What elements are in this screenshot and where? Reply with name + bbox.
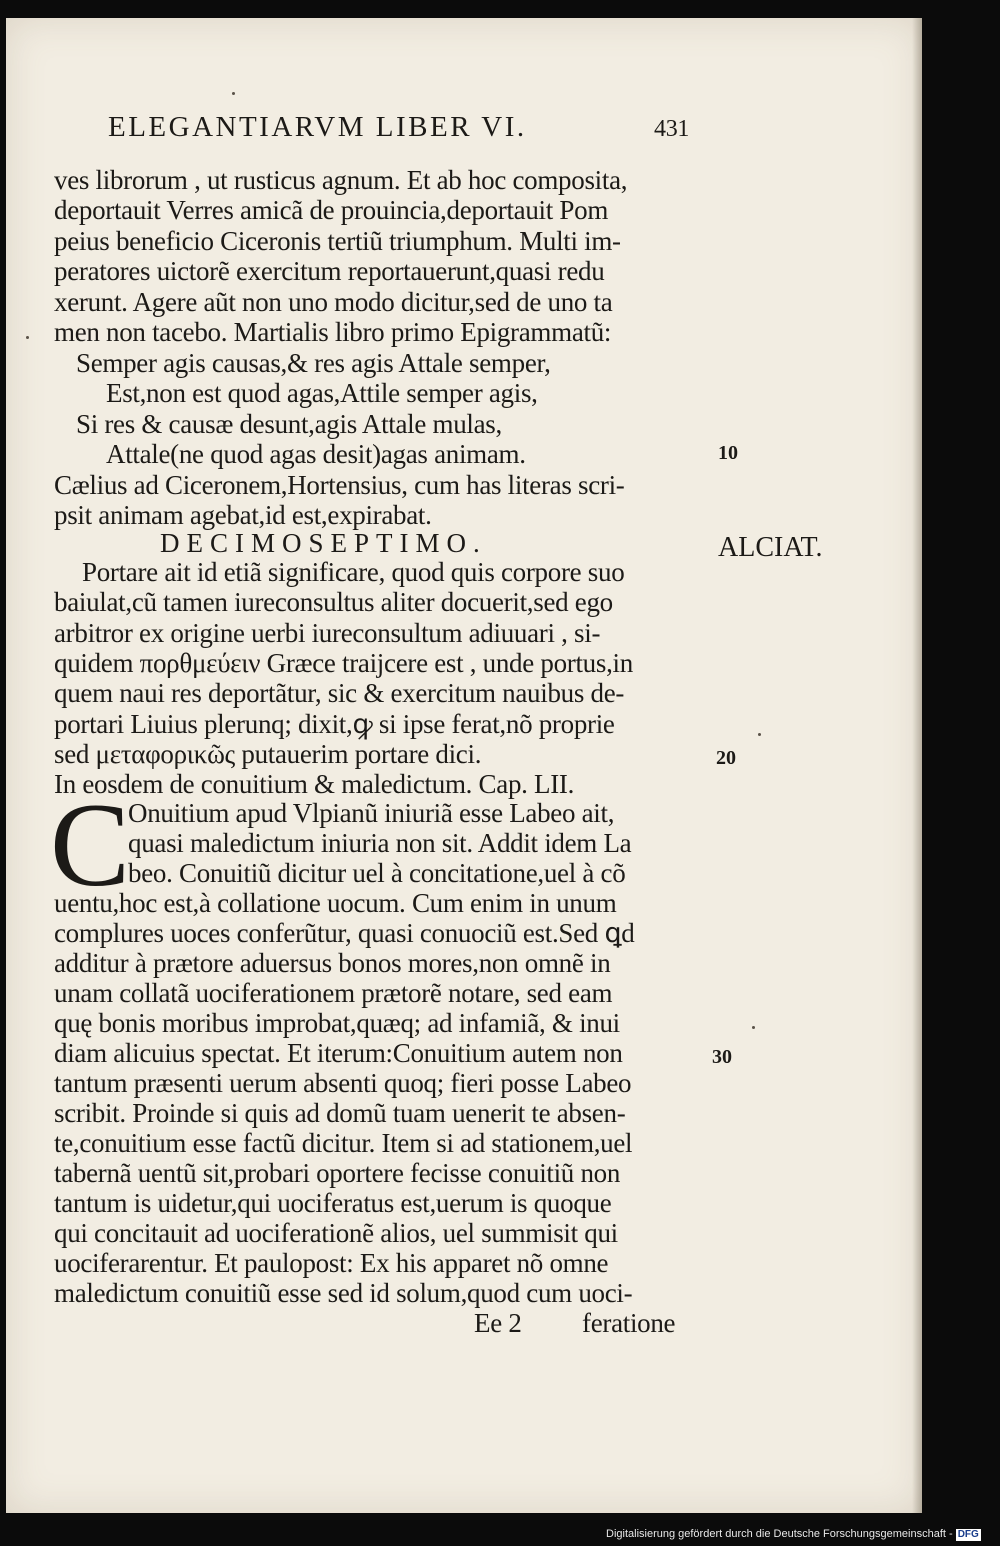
text-line-11: Cælius ad Ciceronem,Hortensius, cum has literas scri-	[54, 470, 625, 500]
text-line-22: Onuitium apud Vlpianũ iniuriã esse Labeo ait,	[128, 798, 615, 828]
text-line-4: peratores uictorẽ exercitum reportauerunt,quasi redu	[54, 256, 605, 286]
text-line-35: tantum is uidetur,qui uociferatus est,uerum is quoque	[54, 1188, 612, 1218]
text-line-1: ves librorum , ut rusticus agnum. Et ab hoc composita,	[54, 165, 628, 195]
paper-speck	[26, 336, 29, 339]
text-line-23: quasi maledictum iniuria non sit. Addit idem La	[128, 828, 632, 858]
verse-line-2: Est,non est quod agas,Attile semper agis,	[106, 378, 538, 408]
text-line-38: maledictum conuitiũ esse sed id solum,quod cum uoci-	[54, 1278, 633, 1308]
text-line-28: unam collatã uociferationem prætorẽ notare, sed eam	[54, 978, 613, 1008]
text-line-16: arbitror ex origine uerbi iureconsultum adiuuari , si-	[54, 618, 601, 648]
margin-line-number-30: 30	[712, 1046, 732, 1068]
margin-line-number-20: 20	[716, 747, 736, 769]
text-line-6: men non tacebo. Martialis libro primo Epigrammatũ:	[54, 317, 612, 347]
margin-line-number-10: 10	[718, 442, 738, 464]
text-line-12: psit animam agebat,id est,expirabat.	[54, 500, 432, 530]
text-line-3: peius beneficio Ciceronis tertiũ triumphum. Multi im-	[54, 226, 621, 256]
text-line-19: portari Liuius plerunq; dixit,ꝙ si ipse ferat,nõ proprie	[54, 709, 615, 739]
verse-line-4: Attale(ne quod agas desit)agas animam.	[106, 439, 526, 469]
text-line-31: tantum præsenti uerum absenti quoq; fieri posse Labeo	[54, 1068, 632, 1098]
text-line-2: deportauit Verres amicã de prouincia,deportauit Pom	[54, 195, 609, 225]
text-line-27: additur à prætore aduersus bonos mores,non omnẽ in	[54, 948, 611, 978]
paper-speck	[752, 1026, 755, 1029]
margin-note-alciat: ALCIAT.	[718, 532, 823, 563]
text-line-32: scribit. Proinde si quis ad domũ tuam uenerit te absen-	[54, 1098, 626, 1128]
text-line-18: quem naui res deportãtur, sic & exercitum nauibus de-	[54, 678, 625, 708]
text-line-14: Portare ait id etiã significare, quod quis corpore suo	[82, 557, 625, 587]
text-line-37: uociferarentur. Et paulopost: Ex his apparet nõ omne	[54, 1248, 609, 1278]
catchword: feratione	[582, 1308, 676, 1338]
text-line-26: complures uoces conferũtur, quasi conuociũ est.Sed ꝗd	[54, 918, 635, 948]
text-line-29: quę bonis moribus improbat,quæq; ad infamiã, & inui	[54, 1008, 620, 1038]
chapter-heading: In eosdem de conuitium & maledictum. Cap. LII.	[54, 769, 575, 799]
signature-mark: Ee 2	[474, 1308, 522, 1338]
text-line-25: uentu,hoc est,à collatione uocum. Cum enim in unum	[54, 888, 617, 918]
text-line-33: te,conuitium esse factũ dicitur. Item si ad stationem,uel	[54, 1128, 633, 1158]
page-number: 431	[654, 116, 690, 142]
book-page	[6, 18, 922, 1513]
text-line-15: baiulat,cũ tamen iureconsultus aliter docuerit,sed ego	[54, 587, 613, 617]
running-head: ELEGANTIARVM LIBER VI.	[108, 111, 527, 143]
paper-speck	[232, 92, 235, 95]
section-heading: DECIMOSEPTIMO.	[160, 528, 487, 558]
paper-speck	[758, 733, 761, 736]
text-line-30: diam alicuius spectat. Et iterum:Conuitium autem non	[54, 1038, 623, 1068]
digitization-credit	[606, 1528, 981, 1541]
credit-text: Digitalisierung gefördert durch die Deutsche Forschungsgemeinschaft -	[606, 1528, 953, 1540]
drop-cap: C	[50, 778, 131, 911]
text-line-20: sed μεταφορικῶς putauerim portare dici.	[54, 739, 482, 769]
verse-line-3: Si res & causæ desunt,agis Attale mulas,	[76, 409, 502, 439]
text-line-36: qui concitauit ad uociferationẽ alios, uel summisit qui	[54, 1218, 618, 1248]
text-line-34: tabernã uentũ sit,probari oportere fecisse conuitiũ non	[54, 1158, 621, 1188]
verse-line-1: Semper agis causas,& res agis Attale semper,	[76, 348, 551, 378]
text-line-5: xerunt. Agere aũt non uno modo dicitur,sed de uno ta	[54, 287, 613, 317]
dfg-logo: DFG	[957, 1529, 979, 1540]
text-line-17: quidem πορθμεύειν Græce traijcere est , unde portus,in	[54, 648, 633, 678]
text-line-24: beo. Conuitiũ dicitur uel à concitatione,uel à cõ	[128, 858, 626, 888]
